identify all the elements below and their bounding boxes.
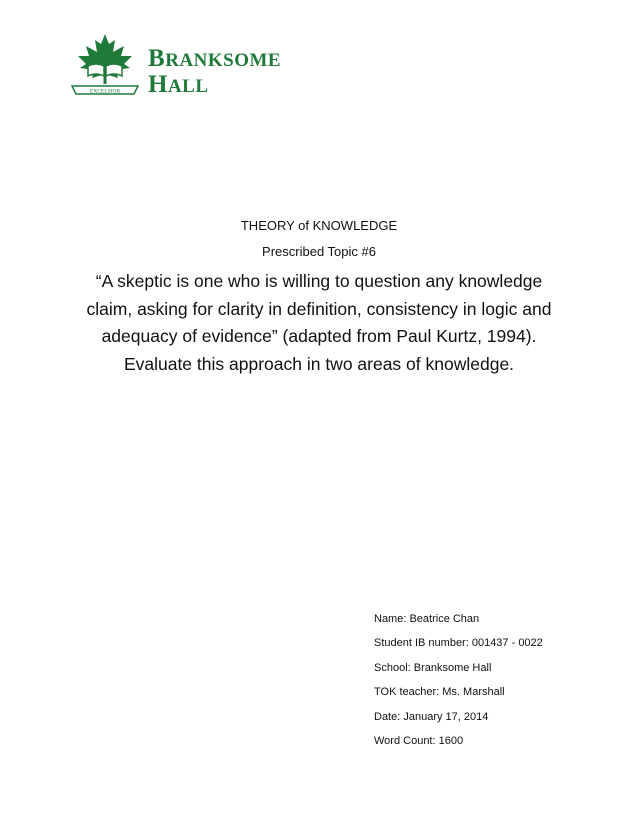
document-title: THEORY of KNOWLEDGE (240, 218, 398, 233)
prescribed-topic: Prescribed Topic #6 (262, 244, 376, 259)
quote-line: “A skeptic is one who is willing to question any knowledge (95, 271, 543, 291)
crest-icon (66, 32, 144, 100)
quote-line: Evaluate this approach in two areas of knowledge. (123, 353, 515, 374)
student-info-block (374, 613, 543, 759)
submission-date: Date: January 17, 2014 (374, 710, 489, 723)
prescribed-title-quote (74, 268, 564, 378)
student-ib-number: Student IB number: 001437 - 0022 (374, 637, 543, 650)
school-name: School: Branksome Hall (374, 661, 492, 674)
logo-wordmark-line2: HALL (148, 71, 209, 98)
logo-wordmark-line1: BRANKSOME (148, 45, 282, 72)
word-count: Word Count: 1600 (374, 734, 464, 747)
tok-teacher: TOK teacher: Ms. Marshall (374, 686, 505, 699)
quote-line: adequacy of evidence” (adapted from Paul Kurtz, 1994). (101, 326, 537, 346)
school-logo (66, 32, 296, 100)
crest-banner-text: EXCELSIOR (89, 88, 121, 95)
quote-line: claim, asking for clarity in definition, consistency in logic and (86, 298, 552, 319)
student-name: Name: Beatrice Chan (374, 613, 480, 625)
